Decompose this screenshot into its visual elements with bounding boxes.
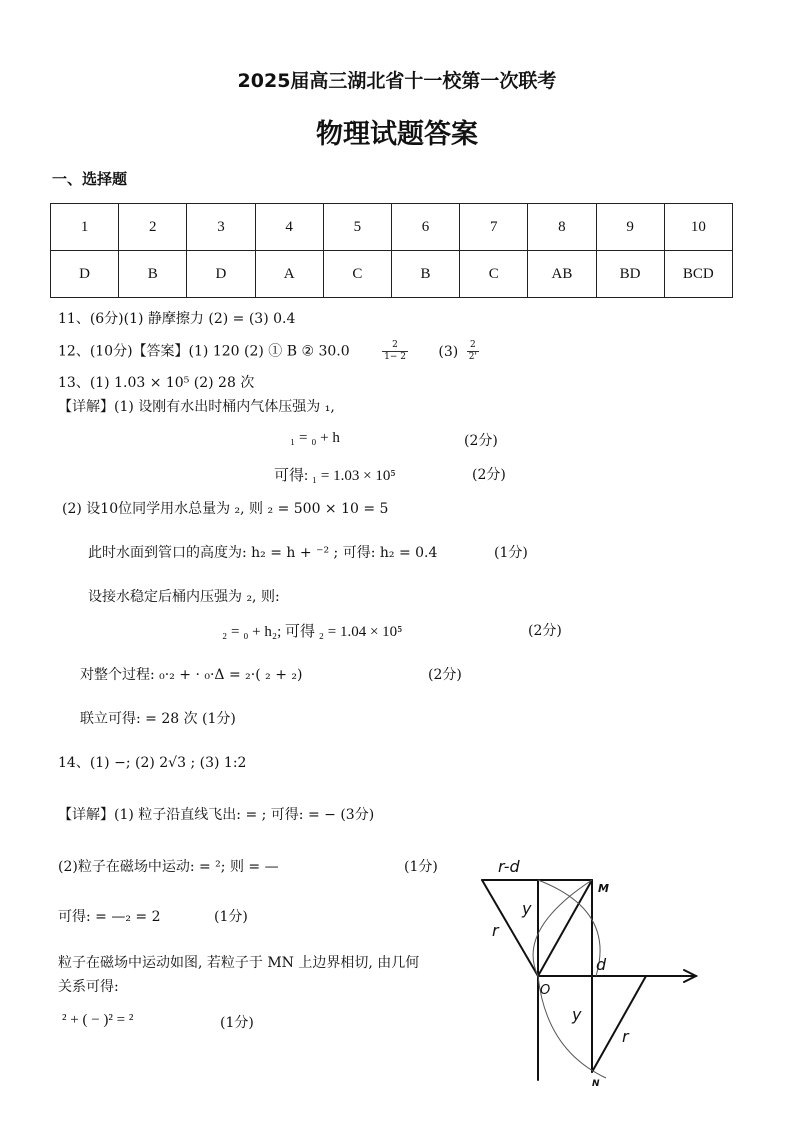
table-cell: 6 [391,204,459,251]
q12-text: 12、(10分)【答案】(1) 120 (2) ① B ② 30.0 [58,343,350,360]
table-cell: BCD [664,251,732,298]
label-r-upper: r [492,921,499,940]
label-n: N [592,1079,600,1089]
table-row-answers [51,251,733,298]
label-r-minus-d: r-d [498,857,520,876]
q13-equation-1: ₁ = ₀ + h [290,430,340,446]
q13-equation-1-score: (2分) [464,433,498,449]
answer-title: 物理试题答案 [316,119,478,150]
q12-fraction-1 [382,340,408,363]
table-cell: B [391,251,459,298]
table-cell: 4 [255,204,323,251]
table-cell: A [255,251,323,298]
label-y-lower: y [572,1005,582,1024]
fraction-denominator: 2' [468,352,477,362]
label-r-lower: r [622,1027,629,1046]
q14-geometry-text-1: 粒子在磁场中运动如图, 若粒子于 MN 上边界相切, 由几何 [58,955,420,971]
radius-line-upper [482,880,538,976]
table-cell: 1 [51,204,119,251]
table-cell: 3 [187,204,255,251]
radius-line-om [538,880,592,976]
q13-water-height: 此时水面到管口的高度为: h₂ = h + ⁻² ; 可得: h₂ = 0.4 [88,545,438,561]
table-cell: 2 [119,204,187,251]
q12-answer [58,340,479,363]
label-y-upper: y [522,899,532,918]
q14-detail-2-score: (1分) [404,859,438,875]
fraction-denominator: 1− 2 [384,352,406,362]
table-cell: D [187,251,255,298]
answer-table [50,203,733,298]
label-origin-o: O [540,983,551,998]
q13-water-height-score: (1分) [494,545,528,561]
table-cell: 9 [596,204,664,251]
q14-final-score: (1分) [220,1015,254,1031]
q14-geometry-text-2: 关系可得: [58,979,119,995]
table-cell: B [119,251,187,298]
q13-pressure-setup: 设接水稳定后桶内压强为 ₂, 则: [88,589,280,605]
q14-detail-1: 【详解】(1) 粒子沿直线飞出: = ; 可得: = − (3分) [58,807,375,823]
label-m: M [598,882,609,895]
table-cell: 10 [664,204,732,251]
table-cell: C [460,251,528,298]
q13-answer: 13、(1) 1.03 × 10⁵ (2) 28 次 [58,375,255,391]
arc-right [538,880,600,976]
q13-detail-1: 【详解】(1) 设刚有水出时桶内气体压强为 ₁, [58,399,335,415]
magnetic-field-diagram [476,850,706,1090]
table-cell: BD [596,251,664,298]
q12-part3-label: (3) [438,343,459,360]
table-cell: 5 [323,204,391,251]
table-cell: C [323,251,391,298]
table-cell: D [51,251,119,298]
fraction-numerator: 2 [382,340,408,352]
table-cell: 7 [460,204,528,251]
section-heading-choice: 一、选择题 [52,170,128,188]
exam-title: 2025届高三湖北省十一校第一次联考 [237,70,557,92]
table-cell: 8 [528,204,596,251]
radius-line-lower [592,976,646,1072]
q13-equation-3: ₂ = ₀ + h₂; 可得 ₂ = 1.04 × 10⁵ [222,624,403,640]
q14-result: 可得: = —₂ = 2 [58,909,161,925]
q14-final-equation: ² + ( − )² = ² [62,1012,134,1028]
q11-answer: 11、(6分)(1) 静摩擦力 (2) = (3) 0.4 [58,311,296,327]
q13-process-equation: 对整个过程: ₀·₂ + · ₀·Δ = ₂·( ₂ + ₂) [80,667,303,683]
q13-equation-2: 可得: ₁ = 1.03 × 10⁵ [274,468,396,484]
q13-part2: (2) 设10位同学用水总量为 ₂, 则 ₂ = 500 × 10 = 5 [62,501,389,517]
q13-combined-result: 联立可得: = 28 次 (1分) [80,711,236,727]
q13-equation-2-score: (2分) [472,467,506,483]
table-row-numbers [51,204,733,251]
q13-process-score: (2分) [428,667,462,683]
q14-answer: 14、(1) −; (2) 2√3 ; (3) 1:2 [58,755,247,771]
table-cell: AB [528,251,596,298]
fraction-numerator: 2 [467,340,479,352]
q14-detail-2: (2)粒子在磁场中运动: = ²; 则 = — [58,859,279,875]
label-d: d [596,955,607,974]
q12-fraction-2 [467,340,479,363]
q14-result-score: (1分) [214,909,248,925]
q13-equation-3-score: (2分) [528,623,562,639]
